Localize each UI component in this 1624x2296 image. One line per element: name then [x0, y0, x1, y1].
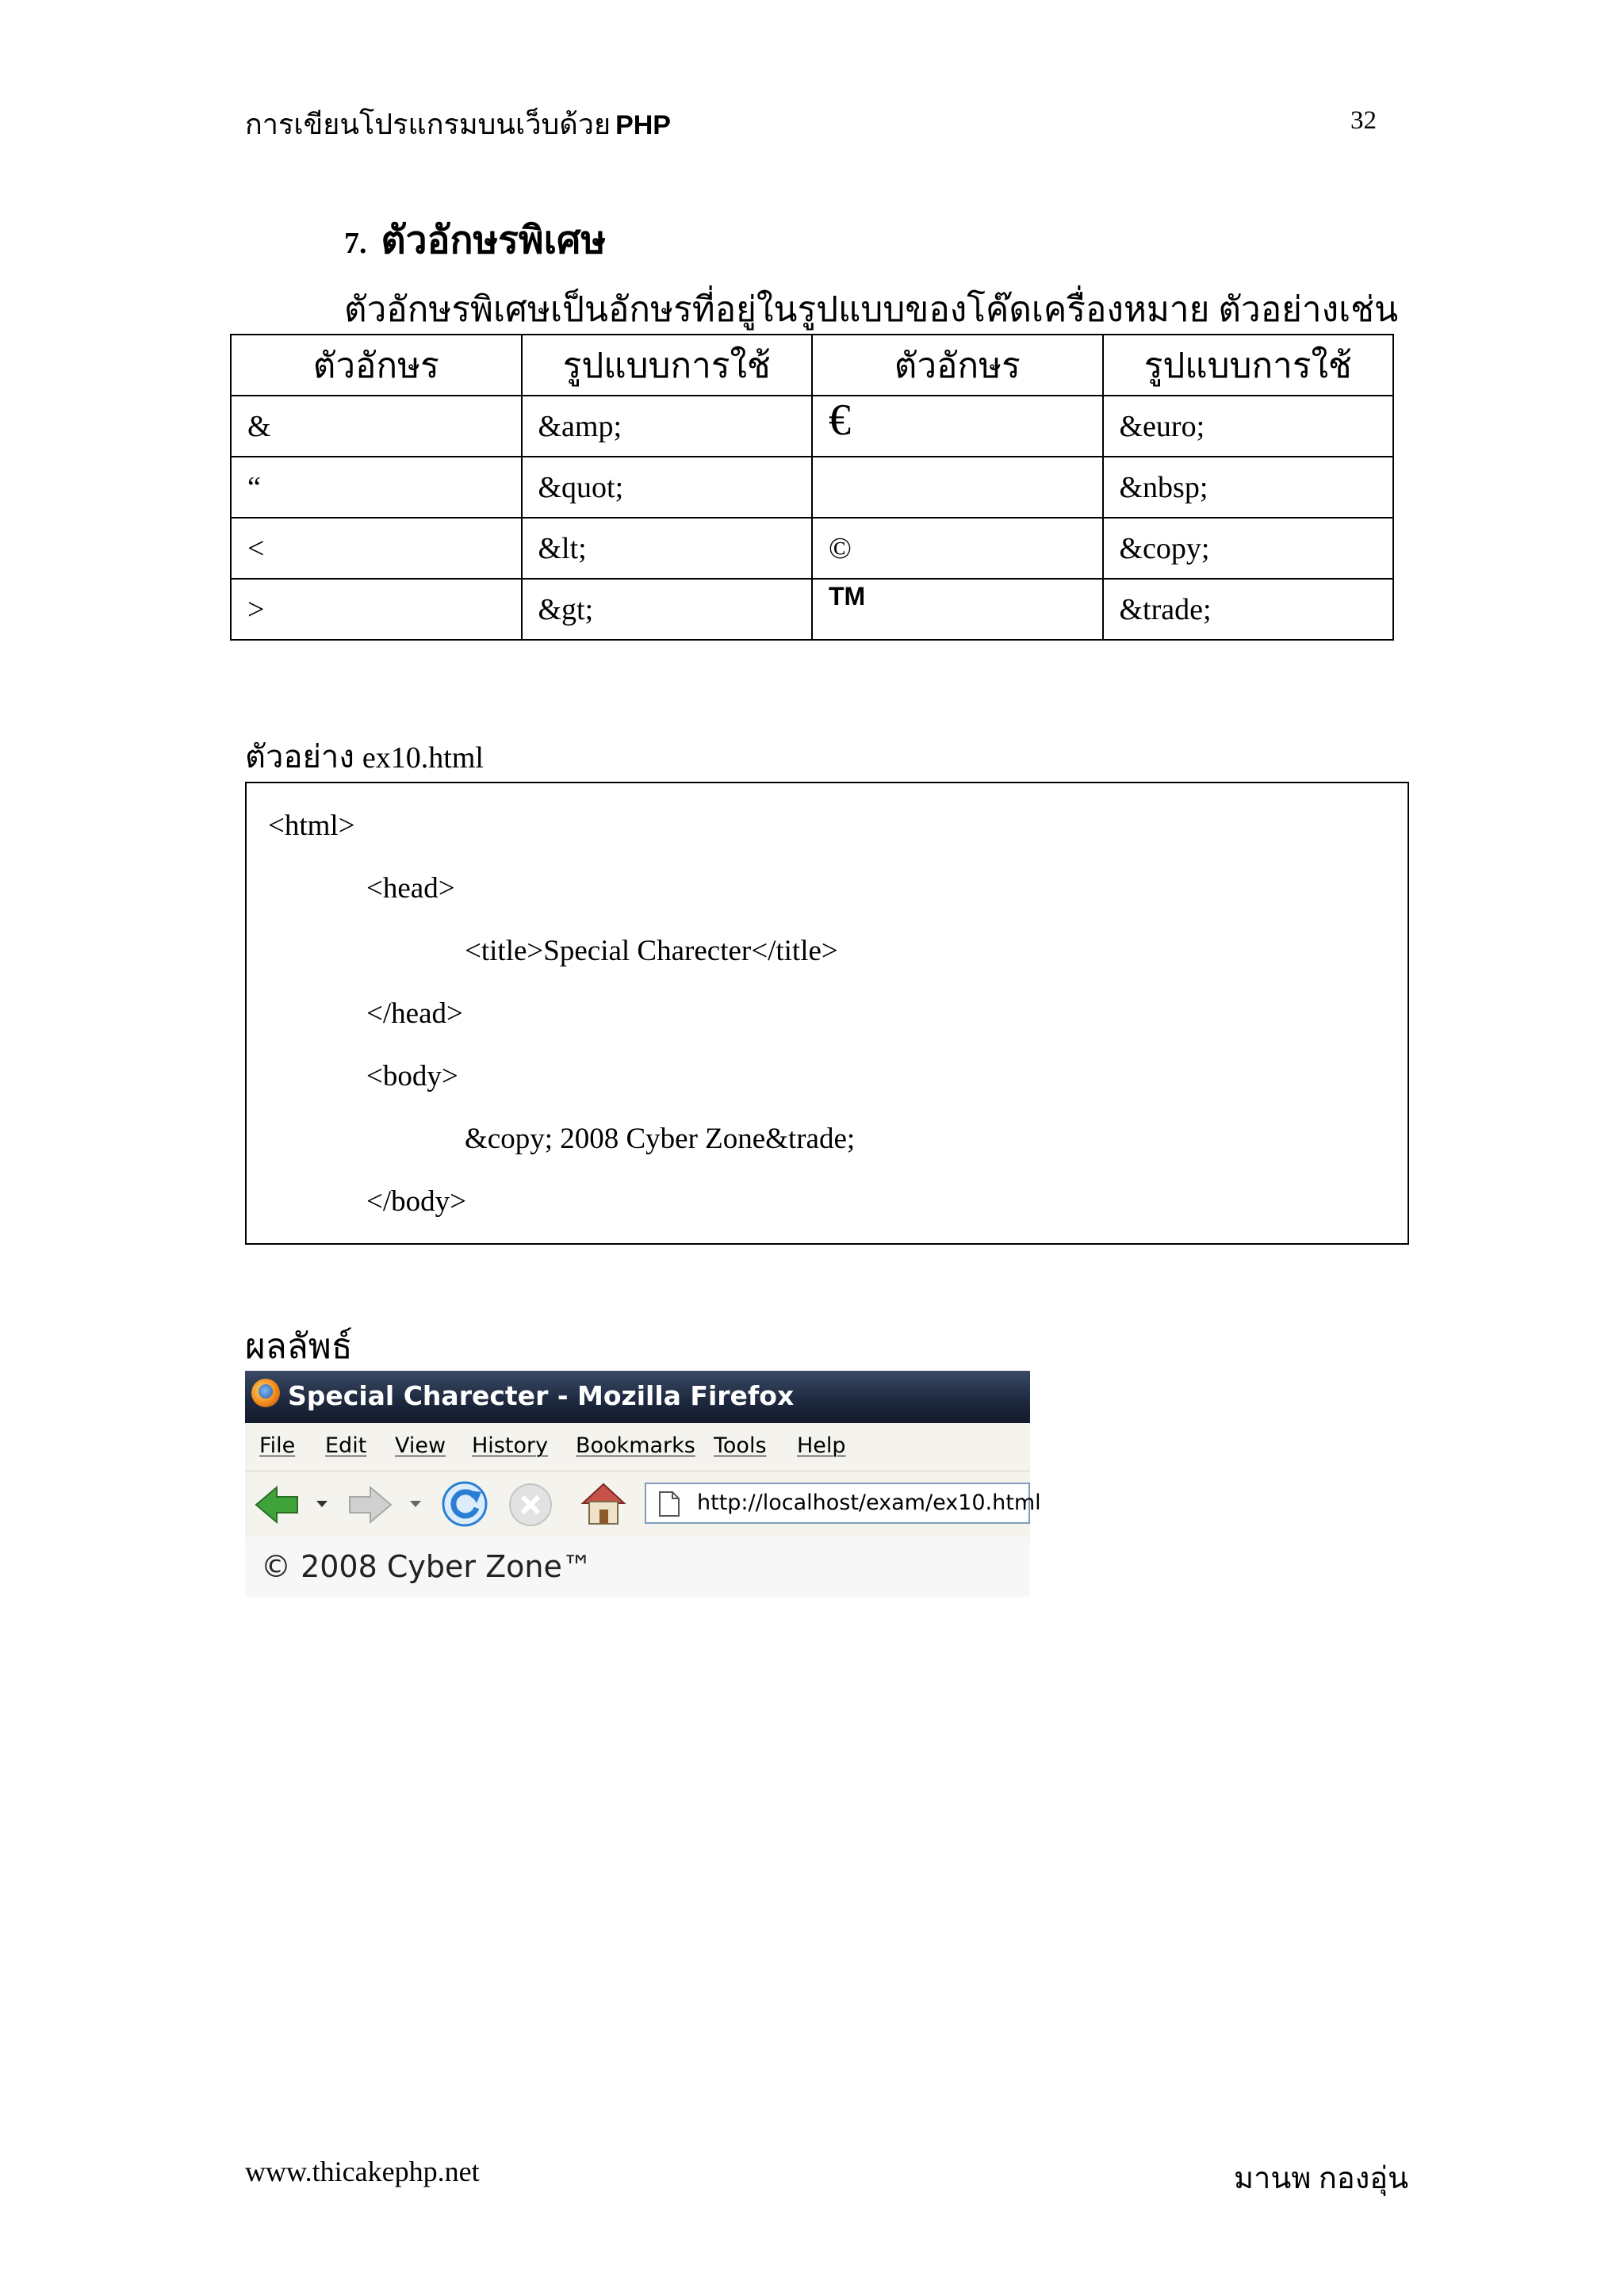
- running-title-php: PHP: [615, 110, 671, 140]
- euro-symbol: €: [829, 395, 851, 445]
- table-cell: &lt;: [522, 518, 813, 579]
- table-header-cell: รูปแบบการใช้: [522, 335, 813, 396]
- table-cell: >: [231, 579, 522, 640]
- table-cell: [812, 457, 1103, 518]
- footer-website: www.thicakephp.net: [245, 2156, 480, 2187]
- browser-navbar: [245, 1471, 1041, 1538]
- code-line: <html>: [268, 809, 355, 842]
- table-cell: &trade;: [1103, 579, 1394, 640]
- home-icon[interactable]: [578, 1478, 629, 1529]
- table-cell: &copy;: [1103, 518, 1394, 579]
- address-bar[interactable]: [645, 1483, 1041, 1524]
- menu-help[interactable]: Help: [797, 1433, 846, 1458]
- table-row: [231, 457, 1393, 518]
- code-line: <head>: [366, 872, 455, 905]
- table-row: [231, 579, 1393, 640]
- table-row: [231, 518, 1393, 579]
- result-label: ผลลัพธ์: [245, 1327, 353, 1366]
- section-number: 7.: [344, 227, 367, 260]
- table-header-cell: ตัวอักษร: [231, 335, 522, 396]
- menu-edit[interactable]: Edit: [325, 1433, 367, 1458]
- back-arrow-icon[interactable]: [253, 1483, 301, 1527]
- table-cell: &: [231, 396, 522, 457]
- menu-tools[interactable]: Tools: [714, 1433, 767, 1458]
- footer-author: มานพ กองอุ่น: [1234, 2162, 1409, 2195]
- code-line: <body>: [366, 1060, 458, 1093]
- example-filename: ex10.html: [362, 741, 484, 775]
- table-cell: [812, 396, 1103, 457]
- table-cell: ©: [812, 518, 1103, 579]
- special-char-table: [230, 334, 1394, 641]
- rendered-page-text: © 2008 Cyber Zone™: [261, 1549, 592, 1584]
- page-number: 32: [1350, 106, 1377, 135]
- menu-history[interactable]: History: [472, 1433, 549, 1458]
- forward-dropdown-icon[interactable]: [408, 1498, 423, 1510]
- table-cell: &quot;: [522, 457, 813, 518]
- browser-content: [245, 1536, 1030, 1597]
- forward-arrow-icon[interactable]: [347, 1483, 394, 1527]
- table-cell: &amp;: [522, 396, 813, 457]
- code-line: <title>Special Charecter</title>: [465, 935, 838, 967]
- menu-view[interactable]: View: [395, 1433, 446, 1458]
- browser-window-title: Special Charecter - Mozilla Firefox: [288, 1380, 795, 1411]
- menu-file[interactable]: File: [259, 1433, 296, 1458]
- table-header-row: [231, 335, 1393, 396]
- trademark-symbol: TM: [829, 581, 866, 610]
- browser-menubar: [245, 1423, 1030, 1471]
- table-row: [231, 396, 1393, 457]
- table-cell: &nbsp;: [1103, 457, 1394, 518]
- code-listing: [245, 782, 1409, 1245]
- code-line: </head>: [366, 997, 463, 1030]
- table-cell: &gt;: [522, 579, 813, 640]
- table-cell: [812, 579, 1103, 640]
- section-heading: [344, 210, 606, 270]
- table-cell: &euro;: [1103, 396, 1394, 457]
- browser-screenshot: [245, 1371, 1041, 1597]
- table-header-cell: รูปแบบการใช้: [1103, 335, 1394, 396]
- example-label-text: ตัวอย่าง: [245, 739, 354, 775]
- code-line: &copy; 2008 Cyber Zone&trade;: [465, 1123, 856, 1155]
- menu-bookmarks[interactable]: Bookmarks: [576, 1433, 695, 1458]
- firefox-logo-icon: [251, 1379, 280, 1407]
- table-cell: <: [231, 518, 522, 579]
- refresh-icon[interactable]: [440, 1479, 489, 1529]
- running-title: การเขียนโปรแกรมบนเว็บด้วย: [245, 109, 611, 140]
- stop-icon[interactable]: [507, 1481, 554, 1529]
- browser-titlebar: [245, 1371, 1030, 1423]
- example-label: [245, 731, 484, 782]
- code-line: </body>: [366, 1185, 467, 1218]
- intro-paragraph: ตัวอักษรพิเศษเป็นอักษรที่อยู่ในรูปแบบของโค๊ดเครื่องหมาย ตัวอย่างเช่น: [344, 290, 1399, 329]
- address-bar-url: http://localhost/exam/ex10.html: [697, 1490, 1041, 1515]
- back-dropdown-icon[interactable]: [315, 1498, 329, 1510]
- page-icon: [657, 1490, 681, 1517]
- table-header-cell: ตัวอักษร: [812, 335, 1103, 396]
- running-header: [245, 101, 671, 147]
- section-title: ตัวอักษรพิเศษ: [381, 220, 607, 262]
- table-cell: “: [231, 457, 522, 518]
